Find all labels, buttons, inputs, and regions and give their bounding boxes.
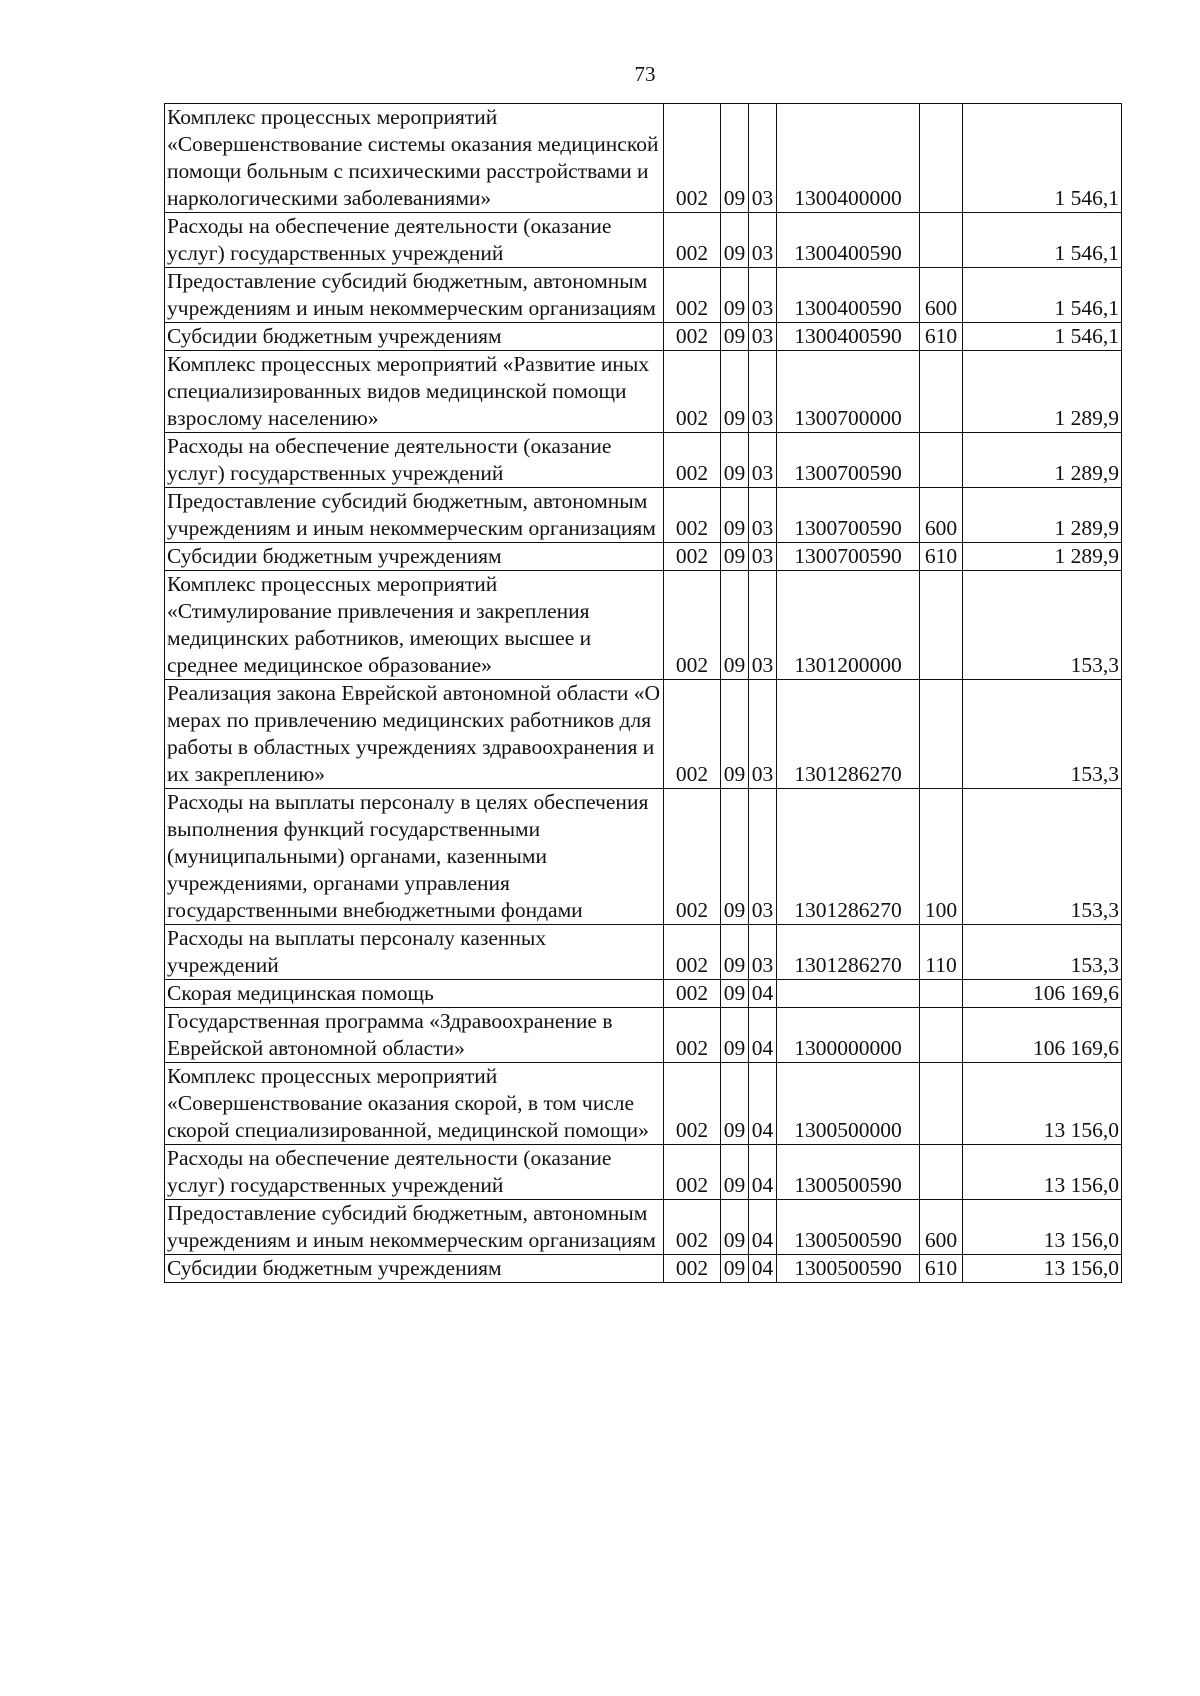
amount-cell: 1 289,9	[963, 433, 1122, 488]
amount-cell: 1 289,9	[963, 351, 1122, 433]
amount-cell: 153,3	[963, 789, 1122, 925]
subsection-code-cell: 03	[749, 488, 777, 543]
expense-type-cell	[920, 571, 963, 680]
expense-type-cell: 600	[920, 268, 963, 323]
grbs-code-cell: 002	[664, 488, 721, 543]
expense-type-cell	[920, 351, 963, 433]
row-name-cell: Комплекс процессных мероприятий «Совершенствование системы оказания медицинской помощи больным с психическими расстройствами и наркологическими заболеваниями»	[165, 104, 664, 213]
section-code-cell: 09	[721, 680, 749, 789]
expense-type-cell	[920, 213, 963, 268]
row-name-cell: Предоставление субсидий бюджетным, автономным учреждениям и иным некоммерческим организациям	[165, 1200, 664, 1255]
amount-cell: 1 546,1	[963, 213, 1122, 268]
subsection-code-cell: 03	[749, 323, 777, 351]
section-code-cell: 09	[721, 433, 749, 488]
amount-cell: 106 169,6	[963, 1008, 1122, 1063]
table-row	[165, 268, 1122, 323]
row-name-cell: Расходы на обеспечение деятельности (оказание услуг) государственных учреждений	[165, 213, 664, 268]
expense-type-cell: 600	[920, 488, 963, 543]
grbs-code-cell: 002	[664, 571, 721, 680]
amount-cell: 13 156,0	[963, 1145, 1122, 1200]
target-article-cell: 1300400000	[777, 104, 920, 213]
table-row	[165, 925, 1122, 980]
amount-cell: 1 546,1	[963, 268, 1122, 323]
table-row	[165, 351, 1122, 433]
grbs-code-cell: 002	[664, 433, 721, 488]
budget-table-body	[165, 104, 1122, 1283]
table-row	[165, 104, 1122, 213]
subsection-code-cell: 03	[749, 680, 777, 789]
amount-cell: 153,3	[963, 680, 1122, 789]
subsection-code-cell: 03	[749, 351, 777, 433]
section-code-cell: 09	[721, 1008, 749, 1063]
grbs-code-cell: 002	[664, 1255, 721, 1283]
row-name-cell: Комплекс процессных мероприятий «Совершенствование оказания скорой, в том числе скорой специализированной, медицинской помощи»	[165, 1063, 664, 1145]
expense-type-cell: 610	[920, 1255, 963, 1283]
amount-cell: 13 156,0	[963, 1063, 1122, 1145]
target-article-cell: 1301286270	[777, 680, 920, 789]
target-article-cell: 1300500590	[777, 1255, 920, 1283]
grbs-code-cell: 002	[664, 268, 721, 323]
row-name-cell: Государственная программа «Здравоохранение в Еврейской автономной области»	[165, 1008, 664, 1063]
row-name-cell: Комплекс процессных мероприятий «Развитие иных специализированных видов медицинской помощи взрослому населению»	[165, 351, 664, 433]
section-code-cell: 09	[721, 1200, 749, 1255]
target-article-cell	[777, 980, 920, 1008]
expense-type-cell	[920, 1063, 963, 1145]
section-code-cell: 09	[721, 543, 749, 571]
expense-type-cell: 110	[920, 925, 963, 980]
table-row	[165, 571, 1122, 680]
table-row	[165, 488, 1122, 543]
grbs-code-cell: 002	[664, 323, 721, 351]
target-article-cell: 1300700590	[777, 543, 920, 571]
grbs-code-cell: 002	[664, 925, 721, 980]
table-row	[165, 1063, 1122, 1145]
row-name-cell: Комплекс процессных мероприятий «Стимулирование привлечения и закрепления медицинских работников, имеющих высшее и среднее медицинское образование»	[165, 571, 664, 680]
row-name-cell: Реализация закона Еврейской автономной области «О мерах по привлечению медицинских работников для работы в областных учреждениях здравоохранения и их закреплению»	[165, 680, 664, 789]
subsection-code-cell: 03	[749, 213, 777, 268]
grbs-code-cell: 002	[664, 351, 721, 433]
subsection-code-cell: 03	[749, 789, 777, 925]
section-code-cell: 09	[721, 268, 749, 323]
grbs-code-cell: 002	[664, 104, 721, 213]
target-article-cell: 1300400590	[777, 323, 920, 351]
target-article-cell: 1300000000	[777, 1008, 920, 1063]
expense-type-cell	[920, 433, 963, 488]
budget-table	[164, 103, 1122, 1283]
amount-cell: 106 169,6	[963, 980, 1122, 1008]
amount-cell: 1 546,1	[963, 104, 1122, 213]
amount-cell: 13 156,0	[963, 1255, 1122, 1283]
target-article-cell: 1300700000	[777, 351, 920, 433]
expense-type-cell: 600	[920, 1200, 963, 1255]
expense-type-cell	[920, 104, 963, 213]
subsection-code-cell: 03	[749, 571, 777, 680]
table-row	[165, 213, 1122, 268]
grbs-code-cell: 002	[664, 680, 721, 789]
grbs-code-cell: 002	[664, 1200, 721, 1255]
grbs-code-cell: 002	[664, 1008, 721, 1063]
section-code-cell: 09	[721, 213, 749, 268]
table-row	[165, 433, 1122, 488]
section-code-cell: 09	[721, 571, 749, 680]
table-row	[165, 1255, 1122, 1283]
row-name-cell: Предоставление субсидий бюджетным, автономным учреждениям и иным некоммерческим организациям	[165, 488, 664, 543]
page-number: 73	[634, 62, 656, 86]
subsection-code-cell: 04	[749, 1008, 777, 1063]
row-name-cell: Субсидии бюджетным учреждениям	[165, 543, 664, 571]
grbs-code-cell: 002	[664, 980, 721, 1008]
grbs-code-cell: 002	[664, 213, 721, 268]
table-row	[165, 543, 1122, 571]
target-article-cell: 1301286270	[777, 789, 920, 925]
row-name-cell: Расходы на выплаты персоналу в целях обеспечения выполнения функций государственными (муниципальными) органами, казенными учреждениями, органами управления государственными внебюджетными фондами	[165, 789, 664, 925]
row-name-cell: Предоставление субсидий бюджетным, автономным учреждениям и иным некоммерческим организациям	[165, 268, 664, 323]
table-row	[165, 1145, 1122, 1200]
target-article-cell: 1300500590	[777, 1200, 920, 1255]
table-row	[165, 789, 1122, 925]
subsection-code-cell: 03	[749, 543, 777, 571]
section-code-cell: 09	[721, 488, 749, 543]
table-row	[165, 980, 1122, 1008]
table-row	[165, 323, 1122, 351]
grbs-code-cell: 002	[664, 1063, 721, 1145]
expense-type-cell	[920, 1145, 963, 1200]
section-code-cell: 09	[721, 1145, 749, 1200]
expense-type-cell	[920, 980, 963, 1008]
amount-cell: 153,3	[963, 571, 1122, 680]
section-code-cell: 09	[721, 980, 749, 1008]
amount-cell: 1 289,9	[963, 488, 1122, 543]
target-article-cell: 1301200000	[777, 571, 920, 680]
table-row	[165, 680, 1122, 789]
expense-type-cell: 100	[920, 789, 963, 925]
subsection-code-cell: 03	[749, 268, 777, 323]
row-name-cell: Скорая медицинская помощь	[165, 980, 664, 1008]
section-code-cell: 09	[721, 351, 749, 433]
table-row	[165, 1008, 1122, 1063]
amount-cell: 13 156,0	[963, 1200, 1122, 1255]
target-article-cell: 1300700590	[777, 488, 920, 543]
section-code-cell: 09	[721, 1063, 749, 1145]
section-code-cell: 09	[721, 104, 749, 213]
row-name-cell: Субсидии бюджетным учреждениям	[165, 323, 664, 351]
row-name-cell: Расходы на выплаты персоналу казенных учреждений	[165, 925, 664, 980]
amount-cell: 1 289,9	[963, 543, 1122, 571]
target-article-cell: 1300400590	[777, 268, 920, 323]
subsection-code-cell: 04	[749, 1063, 777, 1145]
amount-cell: 1 546,1	[963, 323, 1122, 351]
target-article-cell: 1300500590	[777, 1145, 920, 1200]
grbs-code-cell: 002	[664, 543, 721, 571]
subsection-code-cell: 04	[749, 980, 777, 1008]
amount-cell: 153,3	[963, 925, 1122, 980]
expense-type-cell	[920, 680, 963, 789]
grbs-code-cell: 002	[664, 1145, 721, 1200]
row-name-cell: Расходы на обеспечение деятельности (оказание услуг) государственных учреждений	[165, 1145, 664, 1200]
table-row	[165, 1200, 1122, 1255]
section-code-cell: 09	[721, 1255, 749, 1283]
subsection-code-cell: 04	[749, 1255, 777, 1283]
target-article-cell: 1301286270	[777, 925, 920, 980]
row-name-cell: Субсидии бюджетным учреждениям	[165, 1255, 664, 1283]
grbs-code-cell: 002	[664, 789, 721, 925]
row-name-cell: Расходы на обеспечение деятельности (оказание услуг) государственных учреждений	[165, 433, 664, 488]
section-code-cell: 09	[721, 323, 749, 351]
expense-type-cell	[920, 1008, 963, 1063]
section-code-cell: 09	[721, 925, 749, 980]
target-article-cell: 1300500000	[777, 1063, 920, 1145]
expense-type-cell: 610	[920, 323, 963, 351]
subsection-code-cell: 03	[749, 433, 777, 488]
subsection-code-cell: 04	[749, 1200, 777, 1255]
target-article-cell: 1300700590	[777, 433, 920, 488]
section-code-cell: 09	[721, 789, 749, 925]
target-article-cell: 1300400590	[777, 213, 920, 268]
expense-type-cell: 610	[920, 543, 963, 571]
subsection-code-cell: 03	[749, 925, 777, 980]
subsection-code-cell: 03	[749, 104, 777, 213]
subsection-code-cell: 04	[749, 1145, 777, 1200]
